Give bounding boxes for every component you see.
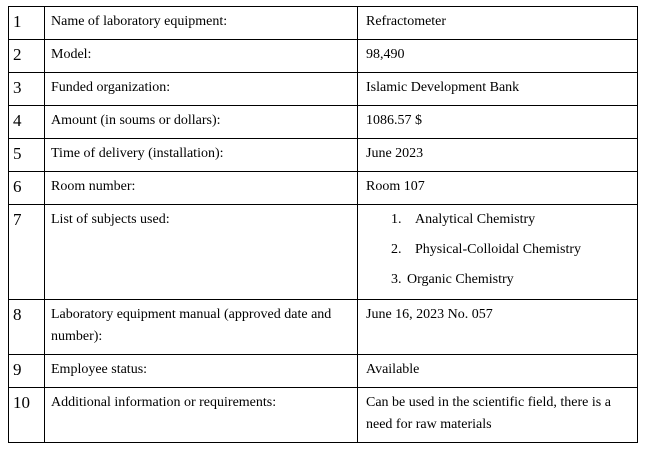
field-label: Model: [45,40,358,73]
list-item [366,209,631,231]
field-label: Additional information or requirements: [45,388,358,443]
list-item-number: 1. [391,212,402,227]
field-label: Name of laboratory equipment: [45,7,358,40]
row-number: 10 [9,388,45,443]
table-row [9,7,638,40]
row-number: 4 [9,106,45,139]
row-number: 6 [9,172,45,205]
list-item-text: Physical-Colloidal Chemistry [415,242,582,257]
field-value: Refractometer [358,7,638,40]
table-row [9,172,638,205]
field-value: Can be used in the scientific field, there is a need for raw materials [358,388,638,443]
field-label: Amount (in soums or dollars): [45,106,358,139]
list-item-number: 2. [391,242,402,257]
list-item [366,269,631,291]
row-number: 3 [9,73,45,106]
row-number: 5 [9,139,45,172]
field-value: Islamic Development Bank [358,73,638,106]
table-row [9,300,638,355]
table-row [9,106,638,139]
row-number: 2 [9,40,45,73]
subjects-list [366,209,631,291]
table-row [9,205,638,300]
row-number: 1 [9,7,45,40]
list-item-text: Organic Chemistry [407,272,514,287]
field-label: Laboratory equipment manual (approved date and number): [45,300,358,355]
field-value: Room 107 [358,172,638,205]
field-label: Room number: [45,172,358,205]
table-row [9,355,638,388]
field-value: June 2023 [358,139,638,172]
list-item-number: 3. [391,272,402,287]
equipment-info-table [8,6,638,443]
field-label: Time of delivery (installation): [45,139,358,172]
row-number: 7 [9,205,45,300]
field-value: 1086.57 $ [358,106,638,139]
table-row [9,40,638,73]
table-row [9,139,638,172]
field-label: Funded organization: [45,73,358,106]
list-item [366,239,631,261]
field-value: 98,490 [358,40,638,73]
field-label: Employee status: [45,355,358,388]
field-label: List of subjects used: [45,205,358,300]
row-number: 8 [9,300,45,355]
list-item-text: Analytical Chemistry [415,212,536,227]
field-value: June 16, 2023 No. 057 [358,300,638,355]
field-value: Available [358,355,638,388]
subjects-cell [358,205,638,300]
table-row [9,73,638,106]
table-row [9,388,638,443]
row-number: 9 [9,355,45,388]
